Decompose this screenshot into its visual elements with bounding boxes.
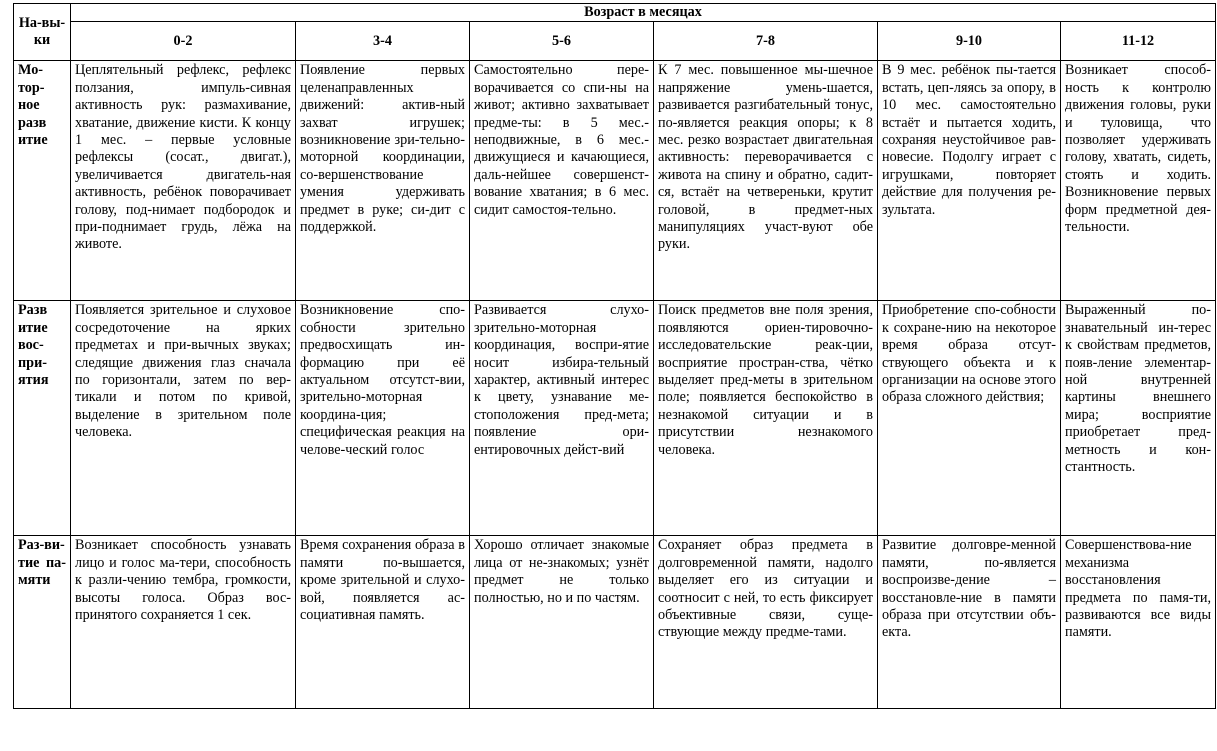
age-range-header: 7-8 bbox=[654, 22, 878, 61]
table-cell: Развивается слухо-зрительно-моторная координация, воспри-ятие носит избира-тельный характер, активный интерес к цвету, узнавание ме-стоположения пред-мета; появление ори-ентировочных дейст-вий bbox=[470, 301, 654, 536]
table-cell: Сохраняет образ предмета в долговременной памяти, надолго выделяет его из ситуации и соотносит с ней, то есть фиксирует объективные связи, суще-ствующие между предме-тами. bbox=[654, 536, 878, 709]
table-cell: Появляется зрительное и слуховое сосредоточение на ярких предметах и при-вычных звуках; следящие движения глаз сначала по горизонтали, затем по вер-тикали и потом по кривой, выделение в зрительном поле человека. bbox=[71, 301, 296, 536]
skill-label: Раз-ви-тие па-мяти bbox=[14, 536, 71, 709]
skill-label: Мо-тор-ное разв итие bbox=[14, 61, 71, 301]
skill-label: Разв итие вос-при-ятия bbox=[14, 301, 71, 536]
table-cell: Возникает способность узнавать лицо и голос ма-тери, способность к разли-чению тембра, громкости, высоты голоса. Образ вос-принятого сохраняется 1 сек. bbox=[71, 536, 296, 709]
table-cell: Возникновение спо-собности зрительно предвосхищать ин-формацию при её актуальном отсутст-вии, зрительно-моторная координа-ция; специфическая реакция на челове-ческий голос bbox=[296, 301, 470, 536]
table-cell: Возникает способ-ность к контролю движения головы, руки и туловища, что позволяет удерживать голову, хватать, сидеть, стоять и ходить. Возникновение первых форм предметной дея-тельности. bbox=[1061, 61, 1216, 301]
table-cell: Хорошо отличает знакомые лица от не-знакомых; узнёт предмет не только полностью, но и по частям. bbox=[470, 536, 654, 709]
age-header: Возраст в месяцах bbox=[71, 4, 1216, 22]
table-cell: Время сохранения образа в памяти по-вышается, кроме зрительной и слухо-вой, появляется ас-социативная память. bbox=[296, 536, 470, 709]
table-cell: Поиск предметов вне поля зрения, появляются ориен-тировочно-исследовательские реак-ции, восприятие простран-ства, чётко выделяет пред-меты в зрительном поле; появляется беспокойство в незнакомой ситуации и в присутствии незнакомого человека. bbox=[654, 301, 878, 536]
table-cell: Появление первых целенаправленных движений: актив-ный захват игрушек; возникновение зри-тельно-моторной координации, со-вершенствование умения удерживать предмет в руке; си-дит с поддержкой. bbox=[296, 61, 470, 301]
age-range-header: 11-12 bbox=[1061, 22, 1216, 61]
table-row-motor bbox=[14, 61, 1216, 301]
age-range-header: 0-2 bbox=[71, 22, 296, 61]
age-range-header: 9-10 bbox=[878, 22, 1061, 61]
table-cell: Выраженный по-знавательный ин-терес к свойствам предметов, появ-ление элементар-ной внутренней картины внешнего мира; восприятие приобретает пред-метность и кон-стантность. bbox=[1061, 301, 1216, 536]
table-cell: Приобретение спо-собности к сохране-нию на некоторое время образа отсут-ствующего объекта и к организации на основе этого образа сложного действия; bbox=[878, 301, 1061, 536]
table-cell: В 9 мес. ребёнок пы-тается встать, цеп-ляясь за опору, в 10 мес. самостоятельно встаёт и пытается ходить, сохраняя неустойчивое рав-новесие. Подолгу играет с игрушками, повторяет действие для получения ре-зультата. bbox=[878, 61, 1061, 301]
development-table bbox=[13, 3, 1216, 709]
age-range-header: 3-4 bbox=[296, 22, 470, 61]
table-row-memory bbox=[14, 536, 1216, 709]
table-row-perception bbox=[14, 301, 1216, 536]
table-cell: Совершенствова-ние механизма восстановления предмета по памя-ти, развиваются все виды памяти. bbox=[1061, 536, 1216, 709]
skills-column-header: На-вы-ки bbox=[14, 4, 71, 61]
table-cell: К 7 мес. повышенное мы-шечное напряжение умень-шается, развивается разгибательный тонус, по-является реакция опоры; к 8 мес. резко возрастает двигательная активность: переворачивается с живота на спину и обратно, садит-ся, встаёт на четвереньки, крутит головой, в предмет-ных манипуляциях участ-вуют обе руки. bbox=[654, 61, 878, 301]
table-cell: Самостоятельно пере-ворачивается со спи-ны на живот; активно захватывает предме-ты: в 5 мес.-неподвижные, в 6 мес.-движущиеся и качающиеся, даль-нейшее совершенст-вование хватания; в 6 мес. сидит самостоя-тельно. bbox=[470, 61, 654, 301]
table-cell: Цеплятельный рефлекс, рефлекс ползания, импуль-сивная активность рук: размахивание, хватание, движение кисти. К концу 1 мес. – первые условные рефлексы (сосат., двигат.), увеличивается двигатель-ная активность, ребёнок поворачивает голову, под-нимает подбородок и при-поднимает грудь, лёжа на животе. bbox=[71, 61, 296, 301]
age-range-header: 5-6 bbox=[470, 22, 654, 61]
table-cell: Развитие долговре-менной памяти, по-является воспроизве-дение – восстановле-ние в памяти образа при отсутствии объ-екта. bbox=[878, 536, 1061, 709]
